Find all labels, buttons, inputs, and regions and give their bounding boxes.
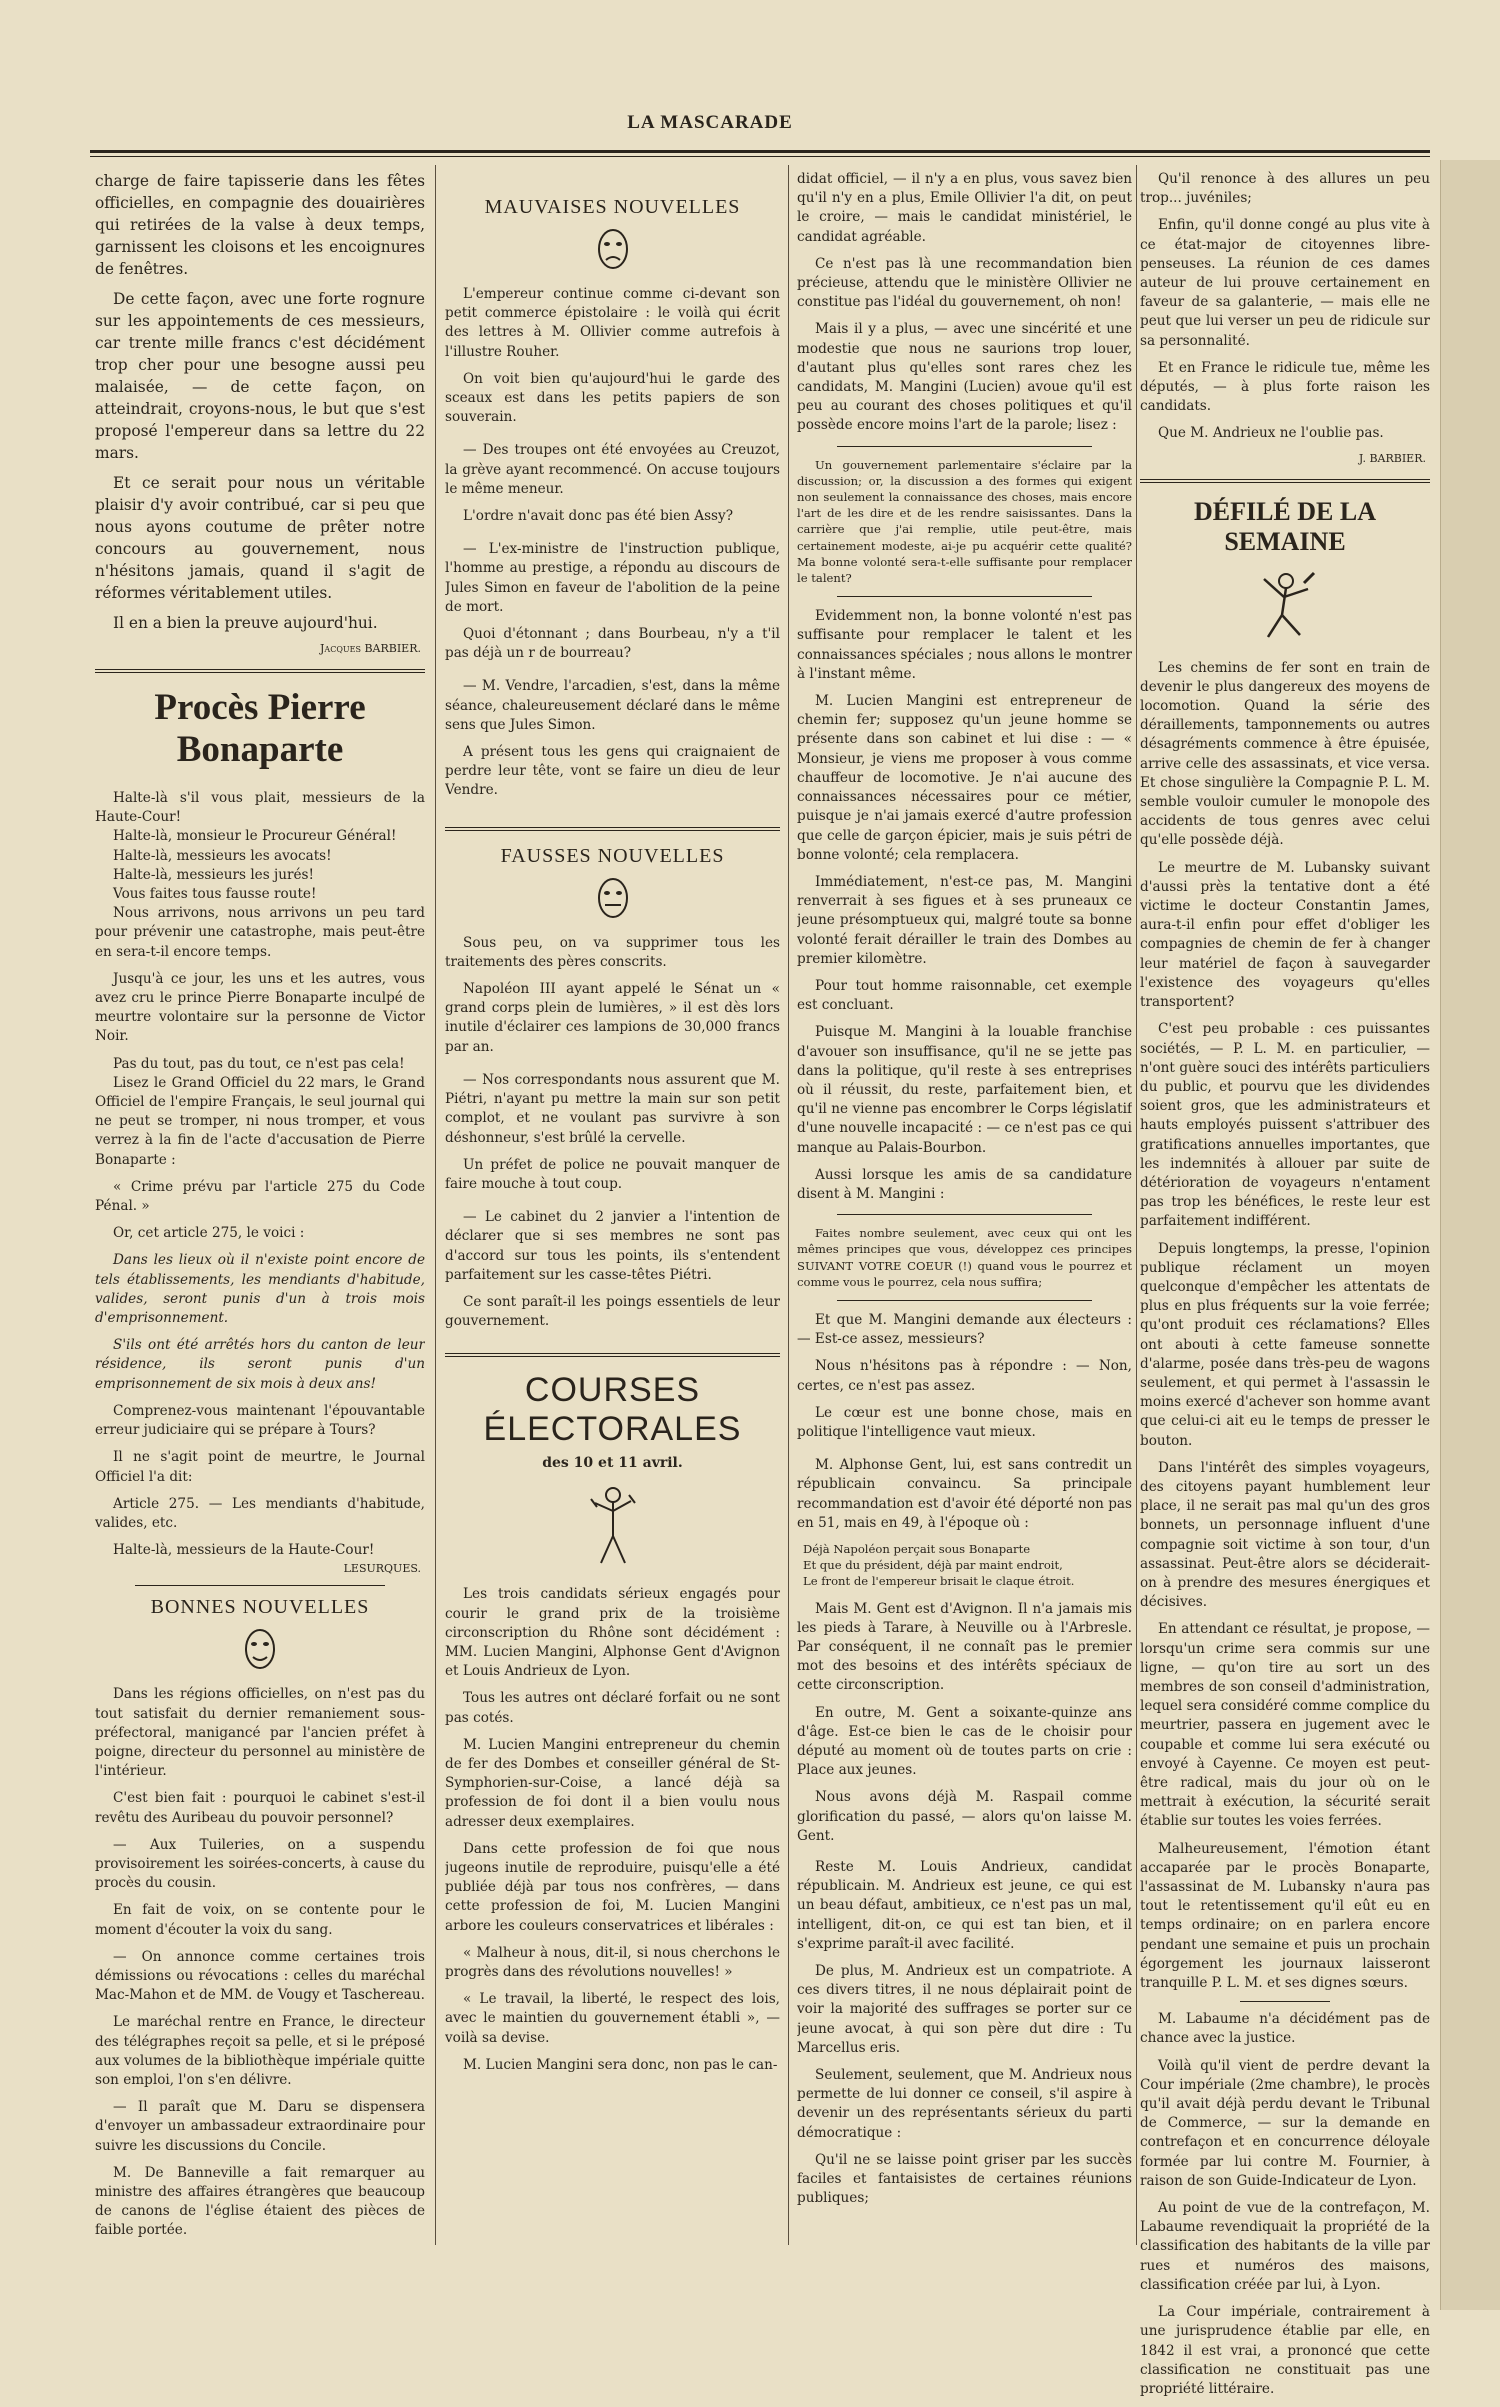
paragraph: Reste M. Louis Andrieux, candidat républicain. M. Andrieux est jeune, ce qui est un beau défaut, ambitieux, ce n'est pas un mal, intelligent, dit-on, ce qui est tan bien, et il s'exprime paraît-il avec facilité.: [797, 1859, 1132, 1952]
paragraph: Evidemment non, la bonne volonté n'est pas suffisante pour remplacer le talent et les connaissances spéciales ; nous allons le montrer à l'instant même.: [797, 608, 1132, 682]
paragraph: Que M. Andrieux ne l'oublie pas.: [1158, 425, 1384, 442]
paragraph: Dans l'intérêt des simples voyageurs, des citoyens payant humblement leur place, il ne serait pas mal qu'un des gros bonnets, un personnage influent d'une compagnie soit victime à son tour, d'un assassinat. Peut-être alors se déciderait-on à prendre des mesures énergiques et décisives.: [1140, 1459, 1430, 1611]
paragraph: — On annonce comme certaines trois démissions ou révocations : celles du maréchal Mac-Mahon et de MM. de Vougy et Taschereau.: [95, 1948, 425, 2004]
paragraph: — Le cabinet du 2 janvier a l'intention de déclarer que si ses membres ne sont pas d'accord sur tous les points, ils s'entendent parfaitement sur les casse-têtes Piétri.: [445, 1209, 780, 1283]
paragraph: Immédiatement, n'est-ce pas, M. Mangini renverrait à ses figues et à ses pruneaux ce jeune présomptueux qui, malgré toute sa bonne volonté ferait dérailler le train des Dombes au premier kilomètre.: [797, 873, 1132, 967]
paragraph: — Nos correspondants nous assurent que M. Piétri, n'ayant pu mettre la main sur son petit complot, et ne voulant pas survivre à son déshonneur, s'est brûlé la cervelle.: [445, 1071, 780, 1146]
column-2: [445, 170, 780, 2083]
courses-electorales-title: COURSES ÉLECTORALES: [483, 1371, 742, 1449]
paragraph: Et que M. Mangini demande aux électeurs : — Est-ce assez, messieurs?: [797, 1311, 1132, 1348]
paragraph: « Crime prévu par l'article 275 du Code Pénal. »: [95, 1178, 425, 1215]
mask-icon: [596, 876, 630, 920]
section-divider: [1140, 479, 1430, 485]
paragraph: Pour tout homme raisonnable, cet exemple est concluant.: [797, 977, 1132, 1014]
masthead: LA MASCARADE: [627, 112, 793, 133]
signature: LESURQUES.: [343, 1562, 421, 1576]
section-divider: [95, 669, 425, 675]
paragraph: — Des troupes ont été envoyées au Creuzot, la grève ayant recommencé. On accuse toujours le même meneur.: [445, 442, 780, 497]
paragraph: — Aux Tuileries, on a suspendu provisoirement les soirées-concerts, à cause du procès du cousin.: [95, 1836, 425, 1892]
paragraph: Pas du tout, pas du tout, ce n'est pas cela!: [113, 1055, 405, 1072]
paragraph: Dans les régions officielles, on n'est pas du tout satisfait du dernier remaniement sous-préfectoral, manigancé par l'ancien préfet à poigne, directeur du personnel au ministère de l'intérieur.: [95, 1686, 425, 1780]
paragraph: Il ne s'agit point de meurtre, le Journal Officiel l'a dit:: [95, 1449, 425, 1485]
defile-title: DÉFILÉ DE LA SEMAINE: [1193, 496, 1377, 556]
paragraph: Article 275. — Les mendiants d'habitude, valides, etc.: [95, 1495, 425, 1531]
paragraph: Halte-là, messieurs les avocats!: [113, 847, 332, 864]
paragraph: M. Alphonse Gent, lui, est sans contredit un républicain convaincu. Sa principale recommandation est d'avoir été déporté non pas en 51, mais en 49, à l'époque où :: [797, 1457, 1132, 1531]
defile-article: [1140, 659, 1430, 2399]
quotation: Un gouvernement parlementaire s'éclaire par la discussion; or, la discussion a des formes qui exigent non seulement la connaissance des choses, mais encore l'art de les dire et de les rendre saisissantes. Dans la carrière que j'ai remplie, utile peut-être, mais certainement modeste, ai-je pu acquérir cette qualité? Ma bonne volonté sera-t-elle suffisante pour remplacer le talent?: [797, 457, 1132, 586]
adjacent-page-edge: [1440, 160, 1500, 2310]
paragraph: Au point de vue de la contrefaçon, M. Labaume revendiquait la propriété de la classification des habitants de la ville par rues et numéros des maisons, classification créée par lui, à Lyon.: [1140, 2200, 1430, 2293]
paragraph: Qu'il ne se laisse point griser par les succès faciles et fantaisistes de certaines réunions publiques;: [797, 2151, 1132, 2207]
paragraph: Puisque M. Mangini à la louable franchise d'avouer son insuffisance, qu'il ne se jette pas dans la politique, qu'il reste à ses entreprises où il réussit, du reste, parfaitement bien, et qu'il ne vienne pas encombrer le Corps législatif d'une nouvelle incapacité : — ce n'est pas ce qui manque au Palais-Bourbon.: [797, 1024, 1132, 1156]
paragraph: Enfin, qu'il donne congé au plus vite à ce état-major de citoyennes libre-penseuses. La réunion de ces dames auteur de lui prouve certainement en faveur de sa galanterie, — mais elle ne peut que lui verser un peu de ridicule sur sa personnalité.: [1140, 217, 1430, 349]
paragraph: Malheureusement, l'émotion étant accaparée par le procès Bonaparte, l'assassinat de M. Lubansky n'aura pas tout le retentissement qu'il eût eu en temps ordinaire; on en parlera encore pendant une semaine et puis un prochain égorgement les journaux laisseront tranquille P. L. M. et ses dignes sœurs.: [1140, 1840, 1430, 1992]
intro-article: [95, 170, 425, 655]
paragraph: Jusqu'à ce jour, les uns et les autres, vous avez cru le prince Pierre Bonaparte inculpé de meurtre volontaire sur la personne de Victor Noir.: [95, 970, 425, 1045]
paragraph: A présent tous les gens qui craignaient de perdre leur tête, vont se faire un dieu de leur Vendre.: [445, 744, 780, 799]
section-divider: [445, 827, 780, 833]
paragraph: Nous avons déjà M. Raspail comme glorification du passé, — alors qu'on laisse M. Gent.: [797, 1789, 1132, 1844]
verse-quotation: Déjà Napoléon perçait sous Bonaparte Et que du président, déjà par maint endroit, Le front de l'empereur brisait le claque étroit.: [803, 1542, 1075, 1589]
divider: [837, 596, 1092, 597]
paragraph: Dans les lieux où il n'existe point encore de tels établissements, les mendiants d'habitude, valides, seront punis d'un à trois mois d'emprisonnement.: [95, 1252, 425, 1327]
paragraph: charge de faire tapisserie dans les fêtes officielles, en compagnie des douairières qui retirées de la valse à deux temps, garnissent les cloisons et les encoignures de fenêtres.: [95, 172, 425, 278]
runner-figure-icon: [583, 1481, 643, 1571]
paragraph: M. Lucien Mangini sera donc, non pas le can-: [463, 2056, 778, 2073]
paragraph: L'ordre n'avait donc pas été bien Assy?: [463, 508, 733, 525]
divider: [837, 1214, 1092, 1215]
column-3: [797, 170, 1132, 2217]
paragraph: Or, cet article 275, le voici :: [113, 1225, 305, 1242]
paragraph: M. Labaume n'a décidément pas de chance avec la justice.: [1140, 2011, 1430, 2047]
signature: Jacques BARBIER.: [320, 642, 421, 655]
section-divider: [135, 1585, 385, 1586]
column-divider: [435, 165, 436, 2245]
paragraph: Il en a bien la preuve aujourd'hui.: [113, 614, 378, 632]
paragraph: Halte-là, messieurs de la Haute-Cour!: [113, 1542, 375, 1559]
paragraph: Voilà qu'il vient de perdre devant la Cour impériale (2me chambre), le procès qu'il avait déjà perdu devant le Tribunal de Commerce, — sur la demande en contrefaçon et en concurrence déloyale formée par lui contre M. Fournier, à raison de son Guide-Indicateur de Lyon.: [1140, 2057, 1430, 2189]
paragraph: Dans cette profession de foi que nous jugeons inutile de reproduire, puisqu'elle a été publiée déjà par tous nos confrères, — dans cette profession de foi, M. Lucien Mangini arbore les couleurs conservatrices et libérales :: [445, 1840, 780, 1934]
paragraph: — Il paraît que M. Daru se dispensera d'envoyer un ambassadeur extraordinaire pour suivre les discussions du Concile.: [95, 2099, 425, 2154]
paragraph: Quoi d'étonnant ; dans Bourbeau, n'y a t'il pas déjà un r de bourreau?: [445, 626, 780, 662]
bonnes-nouvelles-title: BONNES NOUVELLES: [150, 1596, 370, 1619]
top-rule: [90, 150, 1430, 157]
paragraph: De plus, M. Andrieux est un compatriote. A ces divers titres, il ne nous déplairait point de voir la majorité des suffrages se porter sur ce jeune avocat, à qui son père dut dire : Tu Marcellus eris.: [797, 1963, 1132, 2056]
mauvaises-nouvelles-title: MAUVAISES NOUVELLES: [484, 196, 741, 218]
paragraph: Halte-là, monsieur le Procureur Général!: [113, 828, 397, 845]
paragraph: Sous peu, on va supprimer tous les traitements des pères conscrits.: [445, 934, 780, 970]
column-4: [1140, 170, 1430, 2407]
paragraph: Vous faites tous fausse route!: [113, 886, 317, 903]
paragraph: « Le travail, la liberté, le respect des lois, avec le maintien du gouvernement établi », — voilà sa devise.: [445, 1991, 780, 2046]
paragraph: Tous les autres ont déclaré forfait ou ne sont pas cotés.: [445, 1690, 780, 1726]
quotation: Faites nombre seulement, avec ceux qui ont les mêmes principes que vous, développez ces principes SUIVANT VOTRE COEUR (!) quand vous le pourrez et comme vous le pourrez, cela nous suffira;: [797, 1226, 1132, 1289]
paragraph: Ce sont paraît-il les poings essentiels de leur gouvernement.: [445, 1293, 780, 1330]
paragraph: Et en France le ridicule tue, même les députés, — à plus forte raison les candidats.: [1140, 359, 1430, 415]
paragraph: « Malheur à nous, dit-il, si nous cherchons le progrès dans des révolutions nouvelles! »: [445, 1944, 780, 1980]
paragraph: Napoléon III ayant appelé le Sénat un « grand corps plein de lumières, » il est dès lors inutile d'éclairer ces lampions de 30,000 francs par an.: [445, 981, 780, 1055]
paragraph: S'ils ont été arrêtés hors du canton de leur résidence, ils seront punis d'un emprisonnement de six mois à deux ans!: [95, 1337, 425, 1392]
column-divider: [788, 165, 789, 2245]
paragraph: Depuis longtemps, la presse, l'opinion publique réclament un moyen quelconque d'empêcher les attentats de plus en plus fréquents sur la voie ferrée; qu'ont produit ces réclamations? Elles ont abouti à cette fameuse sonnette d'alarme, posée dans très-peu de wagons seulement, et qui permet à l'assassin le moins exercé d'achever son homme avant que celui-ci ait eu le temps de presser le bouton.: [1140, 1240, 1430, 1449]
paragraph: Lisez le Grand Officiel du 22 mars, le Grand Officiel de l'empire Français, le seul journal qui ne peut se tromper, ni nous tromper, et vous verrez à la fin de l'acte d'accusation de Pierre Bonaparte :: [95, 1074, 425, 1168]
paragraph: — L'ex-ministre de l'instruction publique, l'homme au prestige, a répondu au discours de Jules Simon en faveur de l'abolition de la peine de mort.: [445, 541, 780, 615]
paragraph: On voit bien qu'aujourd'hui le garde des sceaux est dans les petits papiers de son souverain.: [445, 370, 780, 426]
mask-icon: [596, 227, 630, 271]
paragraph: Le cœur est une bonne chose, mais en politique l'intelligence vaut mieux.: [797, 1404, 1132, 1440]
paragraph: Ce n'est pas là une recommandation bien précieuse, attendu que le ministère Ollivier ne constitue pas l'idéal du gouvernement, oh non!: [797, 255, 1132, 311]
paragraph: Les trois candidats sérieux engagés pour courir le grand prix de la troisième circonscription du Rhône sont décidément : MM. Lucien Mangini, Alphonse Gent d'Avignon et Louis Andrieux de Lyon.: [445, 1586, 780, 1680]
paragraph: didat officiel, — il n'y a en plus, vous savez bien qu'il n'y en a plus, Emile Ollivier l'a dit, on peut le croire, — mais le candidat ministériel, le candidat agréable.: [797, 171, 1132, 245]
paragraph: M. De Banneville a fait remarquer au ministre des affaires étrangères que beaucoup de canons de l'église étaient des pièces de faible portée.: [95, 2164, 425, 2239]
paragraph: Seulement, seulement, que M. Andrieux nous permette de lui donner ce conseil, s'il aspire à devenir un des représentants sérieux du parti démocratique :: [797, 2067, 1132, 2141]
paragraph: M. Lucien Mangini est entrepreneur de chemin fer; supposez qu'un jeune homme se présente dans son cabinet et lui dise : — « Monsieur, je viens me proposer à vous comme chauffeur de locomotive. Je n'ai aucune des connaissances nécessaires pour ce métier, puisque je n'ai jamais exercé d'autre profession que celle de garçon épicier, mais je suis pétri de bonne volonté; cela remplacera.: [797, 693, 1132, 863]
paragraph: Nous arrivons, nous arrivons un peu tard pour prévenir une catastrophe, mais peut-être en sera-t-il encore temps.: [95, 905, 425, 960]
paragraph: En attendant ce résultat, je propose, — lorsqu'un crime sera commis sur une ligne, — qu'on tire au sort un des membres de son conseil d'administration, lequel sera considéré comme complice du meurtrier, passera en jugement avec le coupable et comme lui sera exécuté ou envoyé à Cayenne. Ce moyen est peut-être radical, mais du jour où on le mettrait à exécution, la sécurité serait établie sur toutes les voies ferrées.: [1140, 1621, 1430, 1830]
courses-dates: des 10 et 11 avril.: [542, 1455, 683, 1472]
divider: [1240, 2001, 1330, 2002]
divider: [837, 446, 1092, 447]
column-divider: [1136, 165, 1137, 2245]
dancing-figure-icon: [1250, 565, 1320, 645]
proces-article: [95, 789, 425, 1575]
bonnes-nouvelles-article: [95, 1685, 425, 2240]
paragraph: Le meurtre de M. Lubansky suivant d'aussi près la tentative dont a été victime le docteur Constantin James, aura-t-il enfin pour effet d'obliger les compagnies de chemin de fer à changer leur matériel de façon à sauvegarder l'existence des voyageurs qu'elles transportent?: [1140, 859, 1430, 1011]
paragraph: Aussi lorsque les amis de sa candidature disent à M. Mangini :: [797, 1166, 1132, 1202]
paragraph: C'est peu probable : ces puissantes sociétés, — P. L. M. en particulier, — n'ont guère souci des intérêts particuliers du public, et pourvu que les dividendes soient gros, que les administrateurs et hauts employés puissent s'attribuer des gratifications annuelles importantes, que les indemnités à allouer par suite de détérioration de voyageurs n'entament pas trop les bénéfices, le reste leur est parfaitement indifférent.: [1140, 1021, 1430, 1230]
section-divider: [445, 1353, 780, 1359]
paragraph: Le maréchal rentre en France, le directeur des télégraphes reçoit sa pelle, et si le préposé aux volumes de la bibliothèque impériale quitte son emploi, l'on s'en délivre.: [95, 2014, 425, 2088]
paragraph: Mais il y a plus, — avec une sincérité et une modestie que nous ne saurions trop louer, d'autant plus qu'elles sont rares chez les candidats, M. Mangini (Lucien) avoue qu'il est peu au courant des choses politiques et qu'il possède encore moins l'art de la parole; lisez :: [797, 321, 1132, 434]
paragraph: M. Lucien Mangini entrepreneur du chemin de fer des Dombes et conseiller général de St-Symphorien-sur-Coise, a lancé déjà sa profession de foi dont il a bien voulu nous adresser deux exemplaires.: [445, 1736, 780, 1830]
paragraph: — M. Vendre, l'arcadien, s'est, dans la même séance, chaleureusement déclaré dans le même sens que Jules Simon.: [445, 678, 780, 733]
paragraph: Un préfet de police ne pouvait manquer de faire mouche à tout coup.: [445, 1156, 780, 1192]
paragraph: Et ce serait pour nous un véritable plaisir d'y avoir contribué, car si peu que nous ayons coutume de prêter notre concours au gouvernement, nous n'hésitons jamais, quand il s'agit de réformes véritablement utiles.: [95, 474, 425, 602]
paragraph: En outre, M. Gent a soixante-quinze ans d'âge. Est-ce bien le cas de le choisir pour député au moment où de toutes parts on crie : Place aux jeunes.: [797, 1704, 1132, 1779]
paragraph: Comprenez-vous maintenant l'épouvantable erreur judiciaire qui se prépare à Tours?: [95, 1402, 425, 1439]
mask-icon: [243, 1627, 277, 1671]
paragraph: Mais M. Gent est d'Avignon. Il n'a jamais mis les pieds à Tarare, à Neuville ou à l'Arbresle. Par conséquent, il ne connaît pas le premier mot des besoins et des intérêts spéciaux de cette circonscription.: [797, 1600, 1132, 1694]
paragraph: Les chemins de fer sont en train de devenir le plus dangereux des moyens de locomotion. Quand la série des déraillements, tamponnements ou autres désagréments commence à être épuisée, arrive celle des assassinats, et vice versa. Et chose singulière la Compagnie P. L. M. semble vouloir cumuler le monopole des accidents de tous genres avec celui qu'elle possède déjà.: [1140, 659, 1430, 849]
fausses-nouvelles-article: [445, 934, 780, 1332]
mauvaises-nouvelles-article: [445, 285, 780, 801]
paragraph: Qu'il renonce à des allures un peu trop... juvéniles;: [1140, 171, 1430, 207]
paragraph: Halte-là s'il vous plait, messieurs de la Haute-Cour!: [95, 790, 425, 826]
signature: J. BARBIER.: [1358, 451, 1426, 465]
paragraph: La Cour impériale, contrairement à une jurisprudence établie par elle, en 1842 il est vrai, a prononcé que cette classification ne constituait pas une propriété littéraire.: [1140, 2304, 1430, 2397]
paragraph: En fait de voix, on se contente pour le moment d'écouter la voix du sang.: [95, 1902, 425, 1938]
paragraph: Nous n'hésitons pas à répondre : — Non, certes, ce n'est pas assez.: [797, 1358, 1132, 1394]
paragraph: L'empereur continue comme ci-devant son petit commerce épistolaire : le voilà qui écrit des lettres à M. Ollivier comme autrefois à l'illustre Rouher.: [445, 286, 780, 360]
paragraph: Halte-là, messieurs les jurés!: [113, 866, 314, 883]
divider: [837, 1300, 1092, 1301]
paragraph: De cette façon, avec une forte rognure sur les appointements de ces messieurs, car trente mille francs c'est décidément trop cher pour une besogne aussi peu malaisée, — de cette façon, on atteindrait, croyons-nous, le but que s'est proposé l'empereur dans sa lettre du 22 mars.: [95, 290, 425, 462]
column-1: [95, 170, 425, 2249]
courses-electorales-article: [445, 1585, 780, 2075]
paragraph: C'est bien fait : pourquoi le cabinet s'est-il revêtu des Auribeau du pouvoir personnel?: [95, 1790, 425, 1826]
proces-title: Procès Pierre Bonaparte: [154, 687, 366, 770]
fausses-nouvelles-title: FAUSSES NOUVELLES: [500, 844, 725, 867]
